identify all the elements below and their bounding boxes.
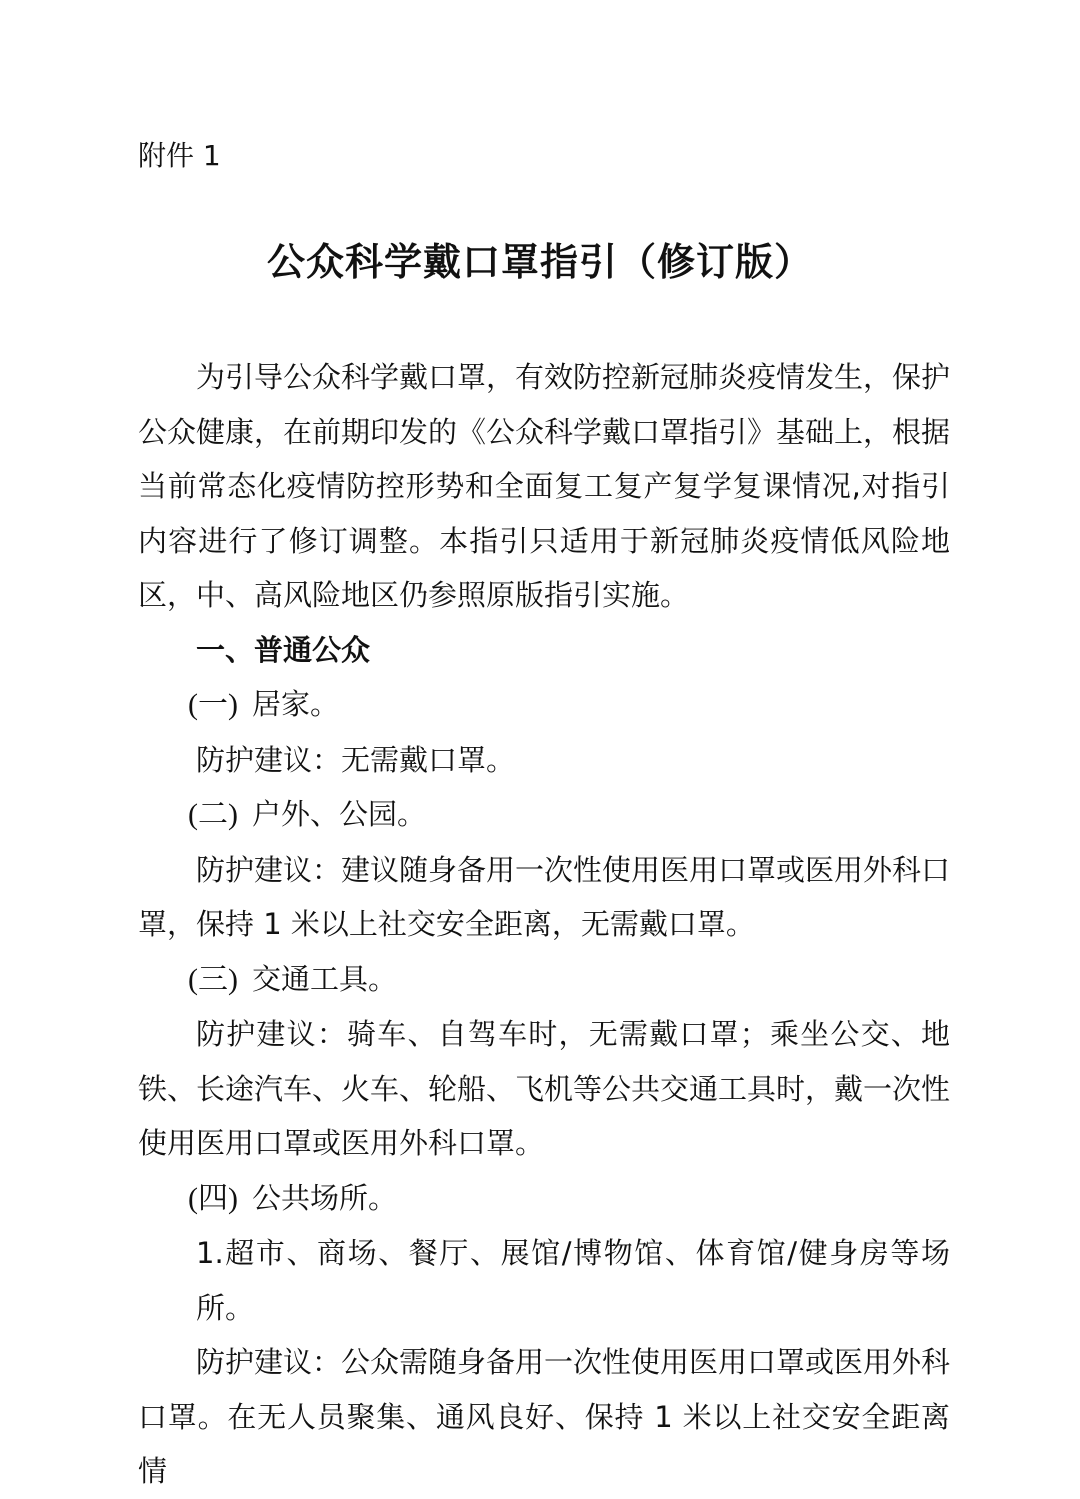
item-number: (四) [188,1181,238,1215]
advice-paragraph: 防护建议：无需戴口罩。 [196,742,516,777]
item-heading [138,952,950,1008]
document-body [138,350,950,1499]
item-heading [138,1171,950,1227]
advice-paragraph: 防护建议：公众需随身备用一次性使用医用口罩或医用外科口罩。在无人员聚集、通风良好、保持 1 米以上社交安全距离情 [138,1345,951,1488]
item-heading [138,677,950,733]
item-number: (一) [188,688,238,721]
advice-paragraph: 防护建议：建议随身备用一次性使用医用口罩或医用外科口罩，保持 1 米以上社交安全距离，无需戴口罩。 [138,852,951,941]
item-number: (三) [188,962,238,996]
item-label: 户外、公园。 [251,797,426,831]
item-label: 居家。 [251,687,339,721]
attachment-label: 附件 1 [138,139,221,172]
item-heading [138,787,950,843]
item-label: 公共场所。 [251,1180,397,1215]
document-title: 公众科学戴口罩指引（修订版） [266,240,813,284]
advice-paragraph: 防护建议：骑车、自驾车时，无需戴口罩；乘坐公交、地铁、长途汽车、火车、轮船、飞机等公共交通工具时，戴一次性使用医用口罩或医用外科口罩。 [138,1017,951,1160]
item-label: 交通工具。 [251,961,397,996]
item-number: (二) [188,798,238,831]
sub-item: 1.超市、商场、餐厅、展馆/博物馆、体育馆/健身房等场所。 [196,1236,950,1325]
section-heading: 一、普通公众 [196,632,371,667]
intro-paragraph: 为引导公众科学戴口罩，有效防控新冠肺炎疫情发生，保护公众健康，在前期印发的《公众科学戴口罩指引》基础上，根据当前常态化疫情防控形势和全面复工复产复学复课情况,对指引内容进行了修订调整。本指引只适用于新冠肺炎疫情低风险地区，中、高风险地区仍参照原版指引实施。 [138,360,951,612]
